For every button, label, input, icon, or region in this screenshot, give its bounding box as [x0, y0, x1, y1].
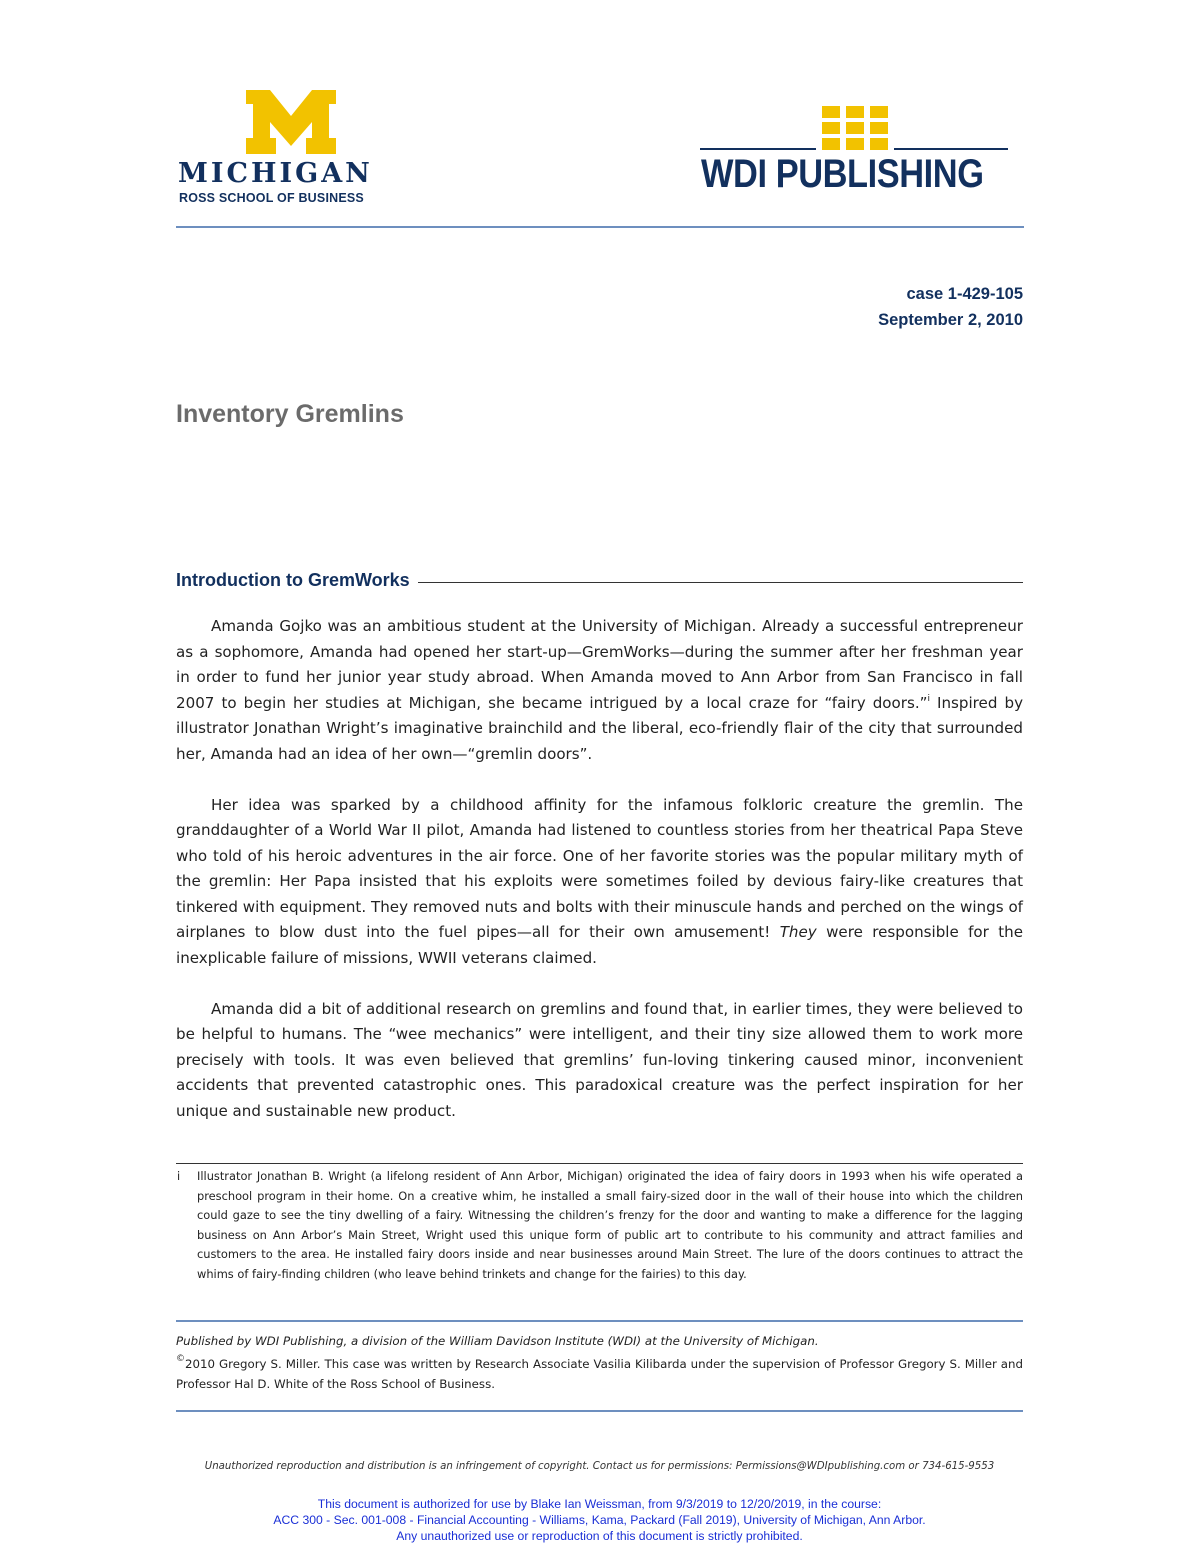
case-number: case 1-429-105	[906, 285, 1023, 303]
footnote-marker: i	[177, 1169, 181, 1183]
authorization-line-3: Any unauthorized use or reproduction of this document is strictly prohibited.	[396, 1529, 803, 1543]
publisher-bottom-divider	[176, 1410, 1023, 1412]
footnote-text: Illustrator Jonathan B. Wright (a lifelong resident of Ann Arbor, Michigan) originated the idea of fairy doors in 1993 when his wife operated a preschool program in their home. On a creative whim, he installed a small fairy-sized door in the wall of their house into which the children could gaze to see the tiny dwelling of a fairy. Witnessing the children’s frenzy for the door and wanting to make a difference for the lagging business on Ann Arbor’s Main Street, Wright used this unique form of public art to contribute to his community and attract families and customers to the area. He installed fairy doors inside and near businesses around Main Street. The lure of the doors continues to attract the whims of fairy-finding children (who leave behind trinkets and change for the fairies) to this day.	[197, 1169, 1023, 1281]
authorization-line-1: This document is authorized for use by Blake Ian Weissman, from 9/3/2019 to 12/20/2019, in the course:	[317, 1497, 882, 1511]
publisher-top-divider	[176, 1320, 1023, 1322]
case-info	[878, 281, 1023, 333]
section-heading	[176, 570, 1023, 591]
published-by: Published by WDI Publishing, a division of the William Davidson Institute (WDI) at the University of Michigan.	[176, 1334, 819, 1348]
section-rule	[418, 582, 1023, 583]
footnote-divider	[176, 1163, 1023, 1164]
copyright-symbol: ©	[176, 1354, 185, 1364]
ross-school-subtitle: ROSS SCHOOL OF BUSINESS	[179, 191, 364, 205]
paragraph-1: Amanda Gojko was an ambitious student at the University of Michigan. Already a successful entrepreneur as a sophomore, Amanda had opened her start-up—GremWorks—during the summer after her freshman year in order to fund her junior year study abroad. When Amanda moved to Ann Arbor from San Francisco in fall 2007 to begin her studies at Michigan, she became intrigued by a local craze for “fairy doors.”$^i$ Inspired by illustrator Jonathan Wright’s imaginative brainchild and the liberal, eco-friendly flair of the city that surrounded her, Amanda had an idea of her own—“gremlin doors”.	[176, 617, 1023, 763]
copyright-statement: ©2010 Gregory S. Miller. This case was written by Research Associate Vasilia Kilibarda under the supervision of Professor Gregory S. Miller and Professor Hal D. White of the Ross School of Business.	[176, 1354, 1023, 1391]
publisher-info	[176, 1331, 1023, 1394]
authorization-line-2: ACC 300 - Sec. 001-008 - Financial Accounting - Williams, Kama, Packard (Fall 2019), University of Michigan, Ann Arbor.	[273, 1513, 926, 1527]
header-divider	[176, 226, 1024, 228]
copyright-notice: Unauthorized reproduction and distribution is an infringement of copyright. Contact us for permissions: Permissions@WDIpublishing.com or 734-615-9553	[204, 1461, 995, 1472]
authorization-watermark	[176, 1496, 1023, 1544]
footnote-reference[interactable]: i	[927, 693, 930, 704]
michigan-block-m-logo	[246, 90, 336, 154]
paragraph-2: Her idea was sparked by a childhood affinity for the infamous folkloric creature the gremlin. The granddaughter of a World War II pilot, Amanda had listened to countless stories from her theatrical Papa Steve who told of his heroic adventures in the air force. One of her favorite stories was the popular military myth of the gremlin: Her Papa insisted that his exploits were sometimes foiled by devious fairy-like creatures that tinkered with equipment. They removed nuts and bolts with their minuscule hands and perched on the wings of airplanes to blow dust into the fuel pipes—all for their own amusement! They were responsible for the inexplicable failure of missions, WWII veterans claimed.	[176, 795, 1023, 967]
body-text	[176, 614, 1023, 1150]
wdi-grid-logo-icon	[700, 106, 1010, 156]
footnote	[176, 1167, 1023, 1284]
case-date: September 2, 2010	[878, 311, 1023, 329]
section-title: Introduction to GremWorks	[176, 570, 410, 590]
wdi-publishing-wordmark: WDI PUBLISHING	[701, 152, 984, 196]
page-title: Inventory Gremlins	[176, 400, 404, 428]
paragraph-3: Amanda did a bit of additional research on gremlins and found that, in earlier times, they were believed to be helpful to humans. The “wee mechanics” were intelligent, and their tiny size allowed them to work more precisely with tools. It was even believed that gremlins’ fun-loving tinkering caused minor, inconvenient accidents that prevented catastrophic ones. This paradoxical creature was the perfect inspiration for her unique and sustainable new product.	[176, 999, 1023, 1120]
michigan-wordmark: MICHIGAN	[178, 158, 373, 189]
